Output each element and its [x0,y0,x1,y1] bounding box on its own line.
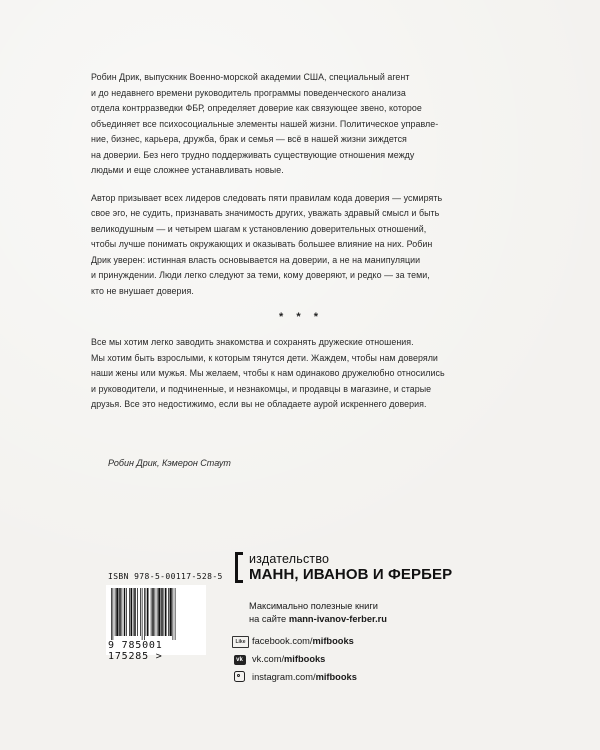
social-handle: mifbooks [315,672,357,682]
text-line: и принуждении. Люди легко следуют за теми, кому доверяют, и редко — за теми, [91,270,430,280]
text-line: и до недавнего времени руководитель программы поведенческого анализа [91,87,406,98]
text-line: Мы хотим быть взрослыми, к которым тянутся дети. Жаждем, чтобы нам доверяли [91,352,438,363]
social-handle: mifbooks [284,654,326,664]
publisher-name: МАНН, ИВАНОВ И ФЕРБЕР [249,566,453,583]
publisher-website-line [249,614,387,624]
text-line: Робин Дрик, выпускник Военно-морской академии США, специальный агент [91,72,410,82]
vk-badge: vk [234,655,246,665]
website-prefix: на сайте [249,614,289,624]
social-url-prefix: vk.com/ [252,654,285,664]
text-line: людьми и еще сложнее устанавливать новые. [91,165,284,175]
text-line: свое эго, не судить, признавать значимость других, уважать здравый смысл и быть [91,208,440,218]
text-line: наши жены или мужья. Мы желаем, чтобы к нам одинаково дружелюбно относились [91,368,445,378]
text-line: друзья. Все это недостижимо, если вы не обладаете аурой искреннего доверия. [91,399,427,409]
barcode [106,585,206,662]
text-line: кто не внушает доверия. [91,285,194,296]
publisher-label: издательство [249,552,330,566]
blurb-text [91,70,511,425]
social-url-prefix: facebook.com/ [252,636,313,646]
text-line: отдела контрразведки ФБР, определяет доверие как связующее звено, которое [91,103,422,113]
social-facebook[interactable] [232,634,354,648]
publisher-bracket-logo [235,552,238,583]
social-url-prefix: instagram.com/ [252,672,316,682]
text-line: Дрик уверен: истинная власть основывается на доверии, а не на манипуляции [91,254,421,265]
instagram-icon [232,671,247,684]
text-line: Все мы хотим легко заводить знакомства и сохранять дружеские отношения. [91,337,414,347]
text-line: объединяет все психосоциальные элементы нашей жизни. Политическое управле- [91,118,439,129]
barcode-digits: 9 785001 175285 > [108,640,163,662]
text-line: чтобы лучше понимать окружающих и оказывать большее влияние на них. Робин [91,239,433,249]
publisher-website-link[interactable]: mann-ivanov-ferber.ru [288,614,387,624]
text-line: Автор призывает всех лидеров следовать пяти правилам кода доверия — усмирять [91,192,443,203]
facebook-like-icon [232,635,247,648]
text-line: ние, бизнес, карьера, дружба, брак и семья — всё в нашей жизни зиждется [91,134,407,144]
authors-signature: Робин Дрик, Кэмерон Стаут [108,458,231,468]
text-line: великодушным — и четырем шагам к установлению доверительных отношений, [91,223,427,234]
text-line: на доверии. Без него трудно поддерживать существующие отношения между [91,149,415,160]
social-handle: mifbooks [312,636,354,646]
publisher-tagline: Максимально полезные книги [249,601,378,611]
blurb-paragraph-3 [91,335,511,413]
blurb-paragraph-1 [91,70,511,179]
social-instagram[interactable] [232,670,357,684]
text-line: и руководители, и подчиненные, и незнакомцы, и продавцы в магазине, и старые [91,383,432,394]
vk-icon [232,653,247,665]
blurb-paragraph-2 [91,191,511,300]
barcode-bars [110,588,202,640]
social-vk[interactable] [232,652,325,666]
like-badge: Like [232,636,249,648]
isbn-label: ISBN 978-5-00117-528-5 [108,572,223,581]
section-separator: * * * [279,311,323,323]
